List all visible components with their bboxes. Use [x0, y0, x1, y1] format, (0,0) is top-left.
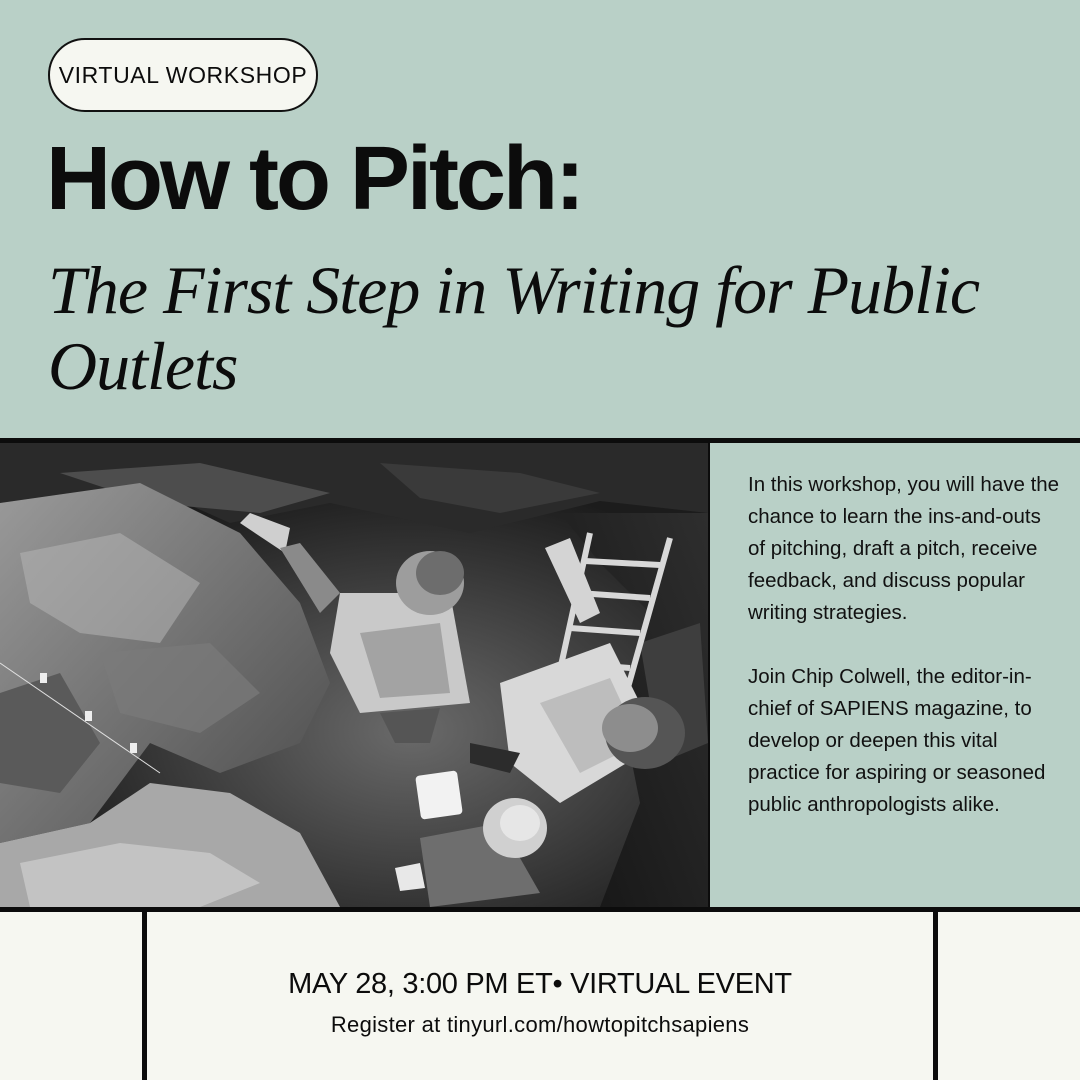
description-panel — [710, 443, 1080, 907]
photo-illustration — [0, 443, 708, 907]
cave-excavation-photo — [0, 443, 708, 907]
description-paragraph-2: Join Chip Colwell, the editor-in-chief of SAPIENS magazine, to develop or deepen this vital practice for aspiring or seasoned public anthropologists alike. — [748, 665, 1046, 816]
header-panel — [0, 0, 1080, 438]
registration-link[interactable]: Register at tinyurl.com/howtopitchsapiens — [330, 1012, 750, 1037]
page-title: How to Pitch: — [46, 129, 582, 229]
event-date-time: MAY 28, 3:00 PM ET• VIRTUAL EVENT — [288, 968, 792, 1000]
badge-label: VIRTUAL WORKSHOP — [58, 61, 308, 88]
virtual-workshop-badge — [48, 38, 318, 112]
event-details-box — [142, 912, 938, 1080]
page-subtitle: The First Step in Writing for Public Outlets — [48, 252, 980, 404]
description-paragraph-1: In this workshop, you will have the chance to learn the ins-and-outs of pitching, draft a pitch, receive feedback, and discuss popular writing strategies. — [748, 473, 1060, 624]
description-text — [748, 469, 1060, 853]
